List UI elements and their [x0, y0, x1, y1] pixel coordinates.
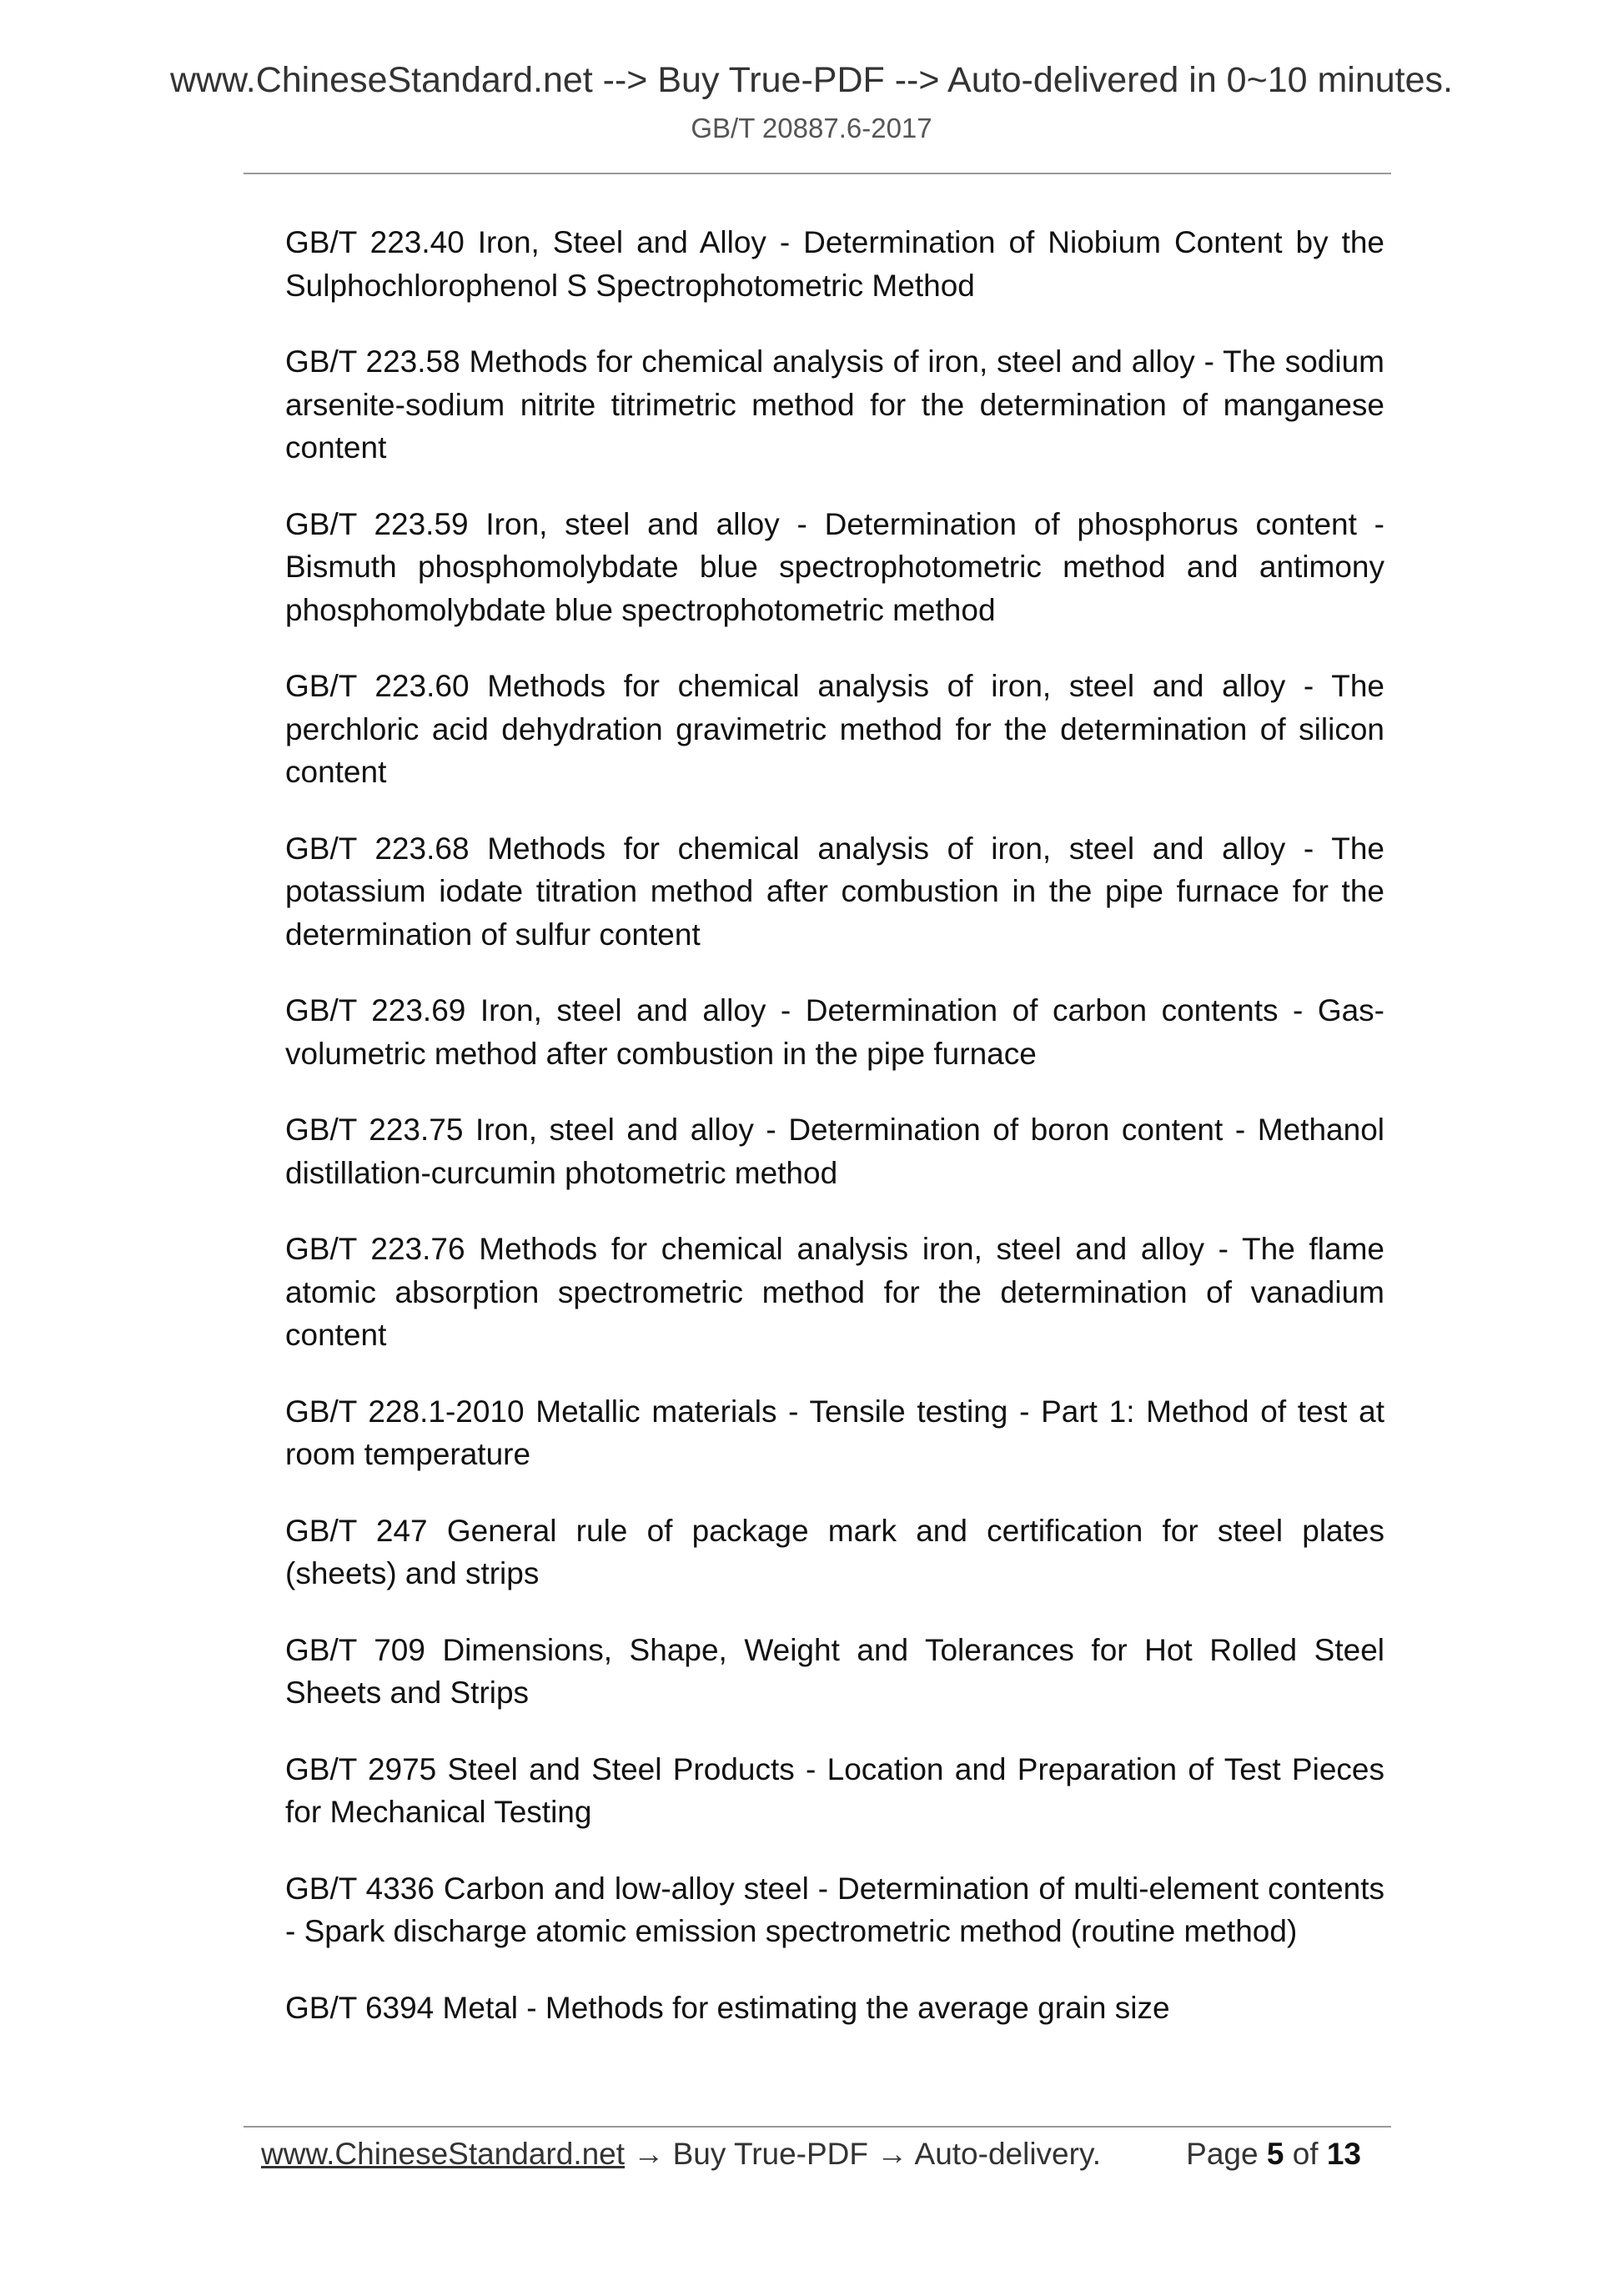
page-footer: [0, 2133, 1623, 2175]
page-total: 13: [1326, 2137, 1361, 2171]
reference-item: GB/T 223.60 Methods for chemical analysis of iron, steel and alloy - The perchloric acid dehydration gravimetric method for the determination of silicon content: [285, 669, 1384, 789]
reference-item: GB/T 223.75 Iron, steel and alloy - Determination of boron content - Methanol distillation-curcumin photometric method: [285, 1113, 1384, 1190]
footer-promo: [261, 2133, 1101, 2175]
reference-item: GB/T 223.58 Methods for chemical analysis of iron, steel and alloy - The sodium arsenite-sodium nitrite titrimetric method for the determination of manganese content: [285, 344, 1384, 465]
reference-item: GB/T 709 Dimensions, Shape, Weight and Tolerances for Hot Rolled Steel Sheets and Strips: [285, 1632, 1384, 1710]
reference-item: GB/T 6394 Metal - Methods for estimating the average grain size: [285, 1990, 1170, 2025]
reference-item: GB/T 223.69 Iron, steel and alloy - Determination of carbon contents - Gas-volumetric method after combustion in the pipe furnace: [285, 993, 1384, 1071]
reference-item: GB/T 247 General rule of package mark and certification for steel plates (sheets) and strips: [285, 1513, 1384, 1590]
page-of-label: of: [1292, 2137, 1319, 2171]
footer-divider: [244, 2126, 1391, 2128]
reference-item: GB/T 223.59 Iron, steel and alloy - Determination of phosphorus content - Bismuth phosphomolybdate blue spectrophotometric method and antimony phosphomolybdate blue spectrophotometric method: [285, 506, 1384, 627]
page-current: 5: [1266, 2137, 1284, 2171]
reference-list: [285, 221, 1384, 2062]
reference-item: GB/T 223.68 Methods for chemical analysis of iron, steel and alloy - The potassium iodate titration method after combustion in the pipe furnace for the determination of sulfur content: [285, 831, 1384, 952]
page-header: [0, 58, 1623, 148]
reference-item: GB/T 223.76 Methods for chemical analysis iron, steel and alloy - The flame atomic absorption spectrometric method for the determination of vanadium content: [285, 1232, 1384, 1352]
reference-item: GB/T 228.1-2010 Metallic materials - Tensile testing - Part 1: Method of test at room temperature: [285, 1394, 1384, 1471]
header-banner: www.ChineseStandard.net --> Buy True-PDF --> Auto-delivered in 0~10 minutes.: [169, 60, 1453, 100]
standard-id: GB/T 20887.6-2017: [691, 113, 932, 143]
header-divider: [244, 173, 1391, 174]
footer-site-link[interactable]: www.ChineseStandard.net: [261, 2137, 626, 2171]
footer-tagline: → Buy True-PDF → Auto-delivery.: [625, 2137, 1101, 2171]
page-label: Page: [1186, 2137, 1259, 2171]
reference-item: GB/T 4336 Carbon and low-alloy steel - Determination of multi-element contents - Spark discharge atomic emission spectrometric method (routine method): [285, 1871, 1384, 1948]
reference-item: GB/T 2975 Steel and Steel Products - Location and Preparation of Test Pieces for Mechanical Testing: [285, 1751, 1384, 1829]
page-number: [1186, 2133, 1361, 2175]
reference-item: GB/T 223.40 Iron, Steel and Alloy - Determination of Niobium Content by the Sulphochlorophenol S Spectrophotometric Method: [285, 225, 1384, 303]
